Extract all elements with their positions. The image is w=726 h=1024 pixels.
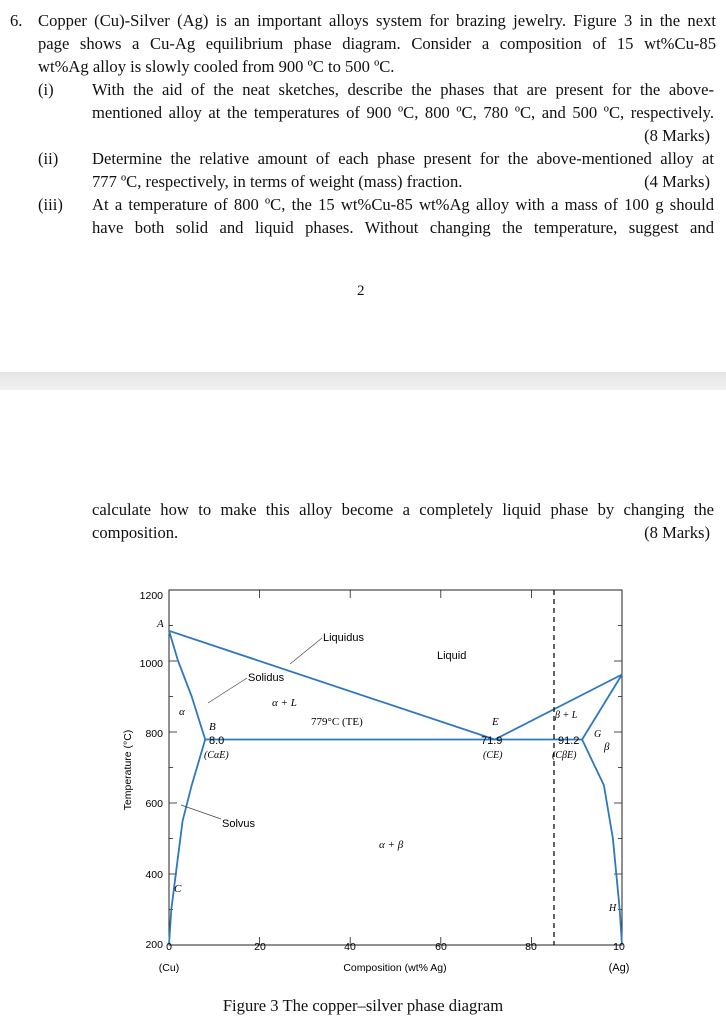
page-top [0, 0, 726, 372]
solvus-label: Solvus [222, 818, 256, 830]
x-right-label: (Ag) [608, 962, 630, 974]
part-ii-line-1: Determine the relative amount of each phase present for the above-mentioned alloy at [92, 149, 714, 168]
x-left-label: (Cu) [158, 962, 180, 974]
alpha-l-label: α + L [272, 697, 297, 709]
part-label-iii: (iii) [38, 195, 63, 214]
series-solvus-alpha [169, 740, 205, 946]
c-e-value: 71.9 [481, 735, 503, 747]
x-tick-label: 80 [525, 941, 537, 953]
part-ii-line-2: 777 ºC, respectively, in terms of weight (mass) fraction. [92, 172, 463, 191]
liquidus-pointer [290, 638, 322, 664]
point-h-label: H [609, 903, 617, 914]
solvus-pointer [181, 805, 221, 819]
x-tick-label: 40 [344, 941, 356, 953]
phase-curves [169, 590, 622, 945]
liquidus-label: Liquidus [323, 632, 364, 644]
x-tick-label: 20 [254, 941, 266, 953]
point-a-label: A [157, 618, 164, 630]
continuation-line-2: composition. [92, 523, 179, 542]
intro-line-3: wt%Ag alloy is slowly cooled from 900 ºC to 500 ºC. [38, 57, 395, 76]
intro-line-1: Copper (Cu)-Silver (Ag) is an important alloys system for brazing jewelry. Figure 3 in the next [38, 11, 716, 30]
alpha-beta-label: α + β [379, 839, 404, 851]
part-iii-line-1: At a temperature of 800 ºC, the 15 wt%Cu-85 wt%Ag alloy with a mass of 100 g should [92, 195, 714, 214]
point-e-label: E [492, 716, 499, 728]
beta-l-label: β + L [555, 710, 578, 721]
c-alpha-value: 8.0 [209, 735, 225, 747]
c-beta-value: 91.2 [558, 735, 580, 747]
liquid-label: Liquid [437, 650, 467, 662]
page-break [0, 372, 726, 390]
y-tick-label: 1200 [139, 590, 163, 602]
page-bottom [0, 390, 726, 1024]
page-number: 2 [357, 283, 365, 299]
question-number: 6. [10, 11, 23, 30]
continuation-marks: (8 Marks) [644, 523, 710, 542]
part-label-ii: (ii) [38, 149, 59, 168]
x-axis-title: Composition (wt% Ag) [343, 962, 447, 974]
part-iii-line-2: have both solid and liquid phases. Without changing the temperature, suggest and [92, 218, 714, 237]
part-i-marks: (8 Marks) [644, 126, 710, 145]
y-tick-label: 400 [145, 869, 163, 881]
c-beta-symbol: (CβE) [552, 750, 577, 761]
intro-line-2: page shows a Cu-Ag equilibrium phase diagram. Consider a composition of 15 wt%Cu-85 [38, 34, 716, 53]
point-g-label: G [594, 729, 602, 740]
x-tick-label: 10 [613, 941, 625, 953]
eutectic-temp-label: 779°C (TE) [311, 716, 363, 728]
y-tick-label: 600 [145, 798, 163, 810]
c-alpha-symbol: (CαE) [204, 750, 229, 761]
part-i-line-1: With the aid of the neat sketches, describe the phases that are present for the above- [92, 80, 714, 99]
y-tick-label: 800 [145, 728, 163, 740]
figure-caption: Figure 3 The copper–silver phase diagram [222, 996, 504, 1015]
point-c-label: C [174, 883, 182, 895]
solidus-pointer [208, 678, 247, 703]
x-tick-label: 60 [435, 941, 447, 953]
part-label-i: (i) [38, 80, 54, 99]
solidus-label: Solidus [248, 672, 285, 684]
y-tick-label: 200 [145, 939, 163, 951]
c-e-symbol: (CE) [483, 750, 503, 761]
x-tick-label: 0 [166, 941, 172, 953]
series-solvus-beta [582, 740, 622, 946]
part-i-line-2: mentioned alloy at the temperatures of 900 ºC, 800 ºC, 780 ºC, and 500 ºC, respectively. [92, 103, 714, 122]
continuation-line-1: calculate how to make this alloy become a completely liquid phase by changing the [92, 500, 714, 519]
series-solidus-alpha [169, 631, 205, 740]
y-tick-label: 1000 [139, 658, 163, 670]
point-b-label: B [209, 721, 216, 733]
y-axis-title: Temperature (°C) [122, 729, 134, 811]
beta-label: β [604, 741, 610, 753]
alpha-label: α [179, 706, 185, 718]
part-ii-marks: (4 Marks) [644, 172, 710, 191]
phase-diagram [0, 580, 726, 1000]
